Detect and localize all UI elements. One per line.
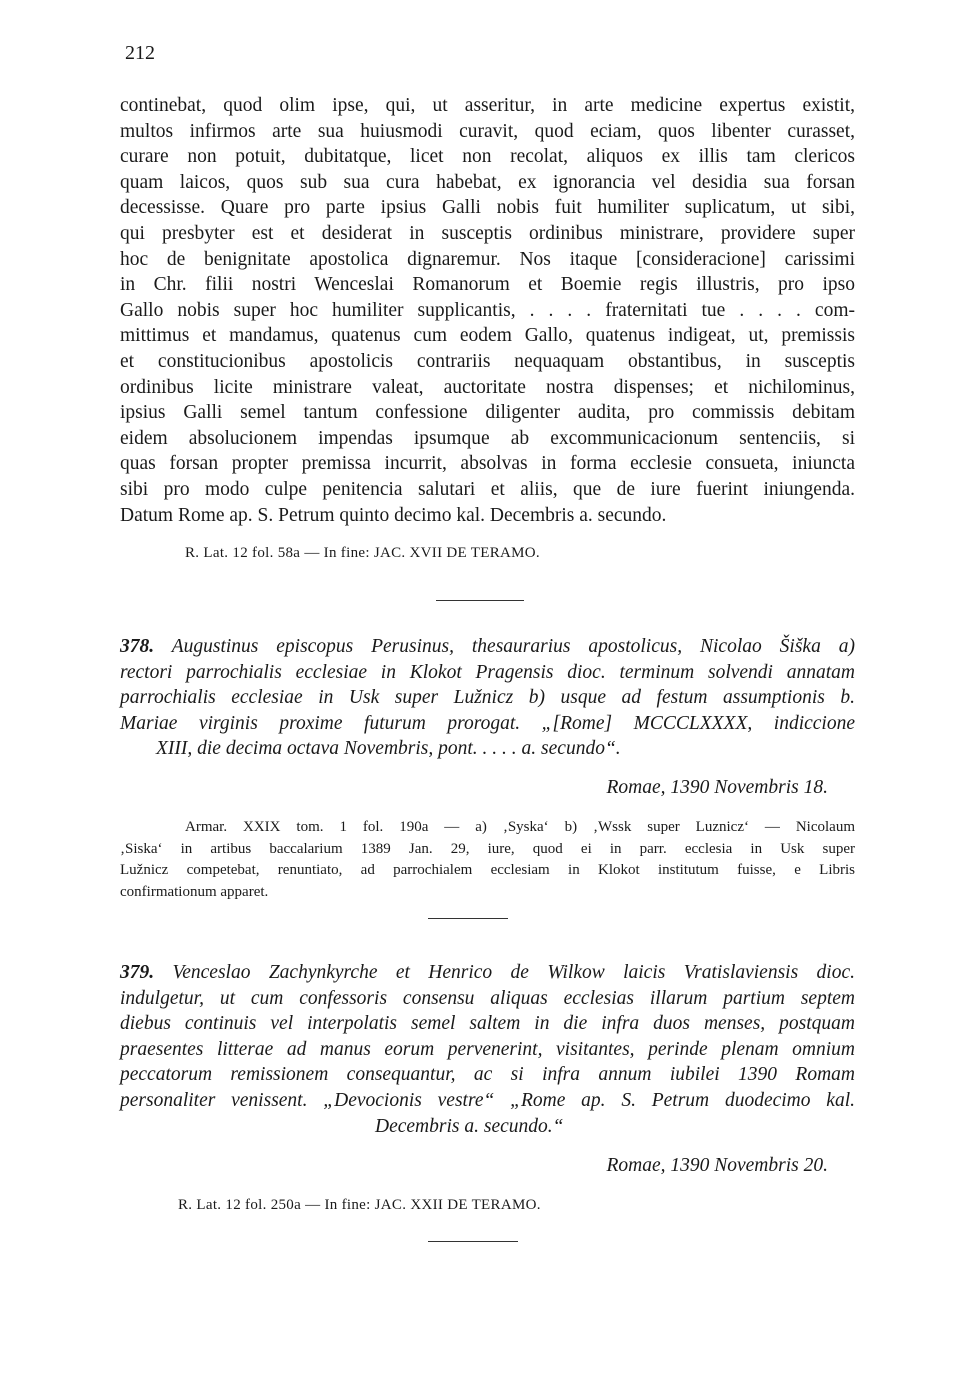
entry-number: 379. bbox=[120, 962, 155, 983]
entry-378-notes bbox=[120, 817, 855, 903]
note-line: Lužnicz competebat, renuntiato, ad parrochialem ecclesiam in Klokot institutum fuisse, e Libris bbox=[120, 862, 855, 878]
text-line: Mariae virginis proxime futurum prorogat. „[Rome] MCCCLXXXX, indiccione bbox=[120, 712, 855, 734]
text-line: quas forsan propter premissa incurrit, absolvas in forma ecclesie consueta, iniuncta bbox=[120, 453, 855, 475]
text-line: peccatorum remissionem consequantur, ac si infra annum iubilei 1390 Romam bbox=[120, 1064, 855, 1086]
separator-rule bbox=[428, 918, 508, 919]
text-line: qui presbyter est et desiderat in susceptis ordinibus ministrare, providere super bbox=[120, 222, 855, 244]
entry-379-date: Romae, 1390 Novembris 20. bbox=[606, 1155, 828, 1176]
text-line: parrochialis ecclesiae in Usk super Lužnicz b) usque ad festum assumptionis b. bbox=[120, 687, 855, 709]
text-line: quam laicos, quos sub sua cura habebat, ex ignorancia vel desidia sua forsan bbox=[120, 171, 855, 193]
text-line: eidem absolucionem impendas ipsumque ab excommunicacionum sentenciis, si bbox=[120, 427, 855, 449]
text-line: ordinibus licite ministrare valeat, auctoritate nostra dispenses; et nichilominus, bbox=[120, 376, 855, 398]
text-line: in Chr. filii nostri Wenceslai Romanorum et Boemie regis illustris, pro ipso bbox=[120, 274, 855, 296]
page-number: 212 bbox=[125, 42, 155, 64]
text-line: Gallo nobis super hoc humiliter supplicantis, . . . . fraternitati tue . . . . com- bbox=[120, 299, 855, 321]
text-line: et constitucionibus apostolicis contrariis nequaquam obstantibus, in susceptis bbox=[120, 350, 855, 372]
text-line: Datum Rome ap. S. Petrum quinto decimo kal. Decembris a. secundo. bbox=[120, 504, 667, 526]
text-line: curare non potuit, dubitatque, licet non recolat, aliquos ex illis tam clericos bbox=[120, 146, 855, 168]
text-line: decessisse. Quare pro parte ipsius Galli nobis fuit humiliter suplicatum, ut sibi, bbox=[120, 197, 855, 219]
text-line: hoc de benignitate apostolica dignaremur. Nos itaque [consideracione] carissimi bbox=[120, 248, 855, 270]
text-line: continebat, quod olim ipse, qui, ut asseritur, in arte medicine expertus existit, bbox=[120, 95, 855, 116]
text-line: Decembris a. secundo.“ bbox=[375, 1115, 564, 1137]
note-line: Armar. XXIX tom. 1 fol. 190a — a) ‚Syska‘ b) ‚Wssk super Luznicz‘ — Nicolaum bbox=[185, 819, 855, 835]
text-line: 378. Augustinus episcopus Perusinus, thesaurarius apostolicus, Nicolao Šiška a) bbox=[120, 636, 855, 657]
entry-379-source: R. Lat. 12 fol. 250a — In fine: JAC. XXII DE TERAMO. bbox=[178, 1197, 541, 1213]
text-line: praesentes litterae ad manus eorum pervenerint, visitantes, perinde plenam omnium bbox=[120, 1038, 855, 1060]
text-line: XIII, die decima octava Novembris, pont. . . . . a. secundo“. bbox=[156, 738, 621, 760]
entry-number: 378. bbox=[120, 636, 155, 657]
text-line: diebus continuis vel interpolatis semel saltem in die infra duos menses, postquam bbox=[120, 1013, 855, 1035]
note-line: confirmationum apparet. bbox=[120, 883, 269, 900]
text-line: ipsius Galli semel tantum confessione diligenter audita, pro commissis debitam bbox=[120, 402, 855, 424]
text-line: rectori parrochialis ecclesiae in Klokot Pragensis dioc. terminum solvendi annatam bbox=[120, 661, 855, 683]
separator-rule bbox=[436, 600, 524, 601]
text-line: multos infirmos arte sua huiusmodi curavit, quod eciam, quos libenter curasset, bbox=[120, 120, 855, 142]
entry-377-text bbox=[120, 93, 855, 528]
entry-379 bbox=[120, 960, 855, 1139]
text-line: personaliter venissent. „Devocionis vestre“ „Rome ap. S. Petrum duodecimo kal. bbox=[120, 1089, 855, 1111]
entry-377-source: R. Lat. 12 fol. 58a — In fine: JAC. XVII DE TERAMO. bbox=[185, 545, 540, 561]
text-line: indulgetur, ut cum confessoris consensu aliquas ecclesias illarum partium septem bbox=[120, 987, 855, 1009]
separator-rule bbox=[428, 1241, 518, 1242]
note-line: ‚Siska‘ in artibus baccalarium 1389 Jan. 29, iure, quod ei in parr. ecclesia in Usk super bbox=[120, 840, 855, 857]
text-line: 379. Venceslao Zachynkyrche et Henrico de Wilkow laicis Vratislaviensis dioc. bbox=[120, 962, 855, 983]
text-line: sibi pro modo culpe penitencia salutari et aliis, que de iure fuerint iniungenda. bbox=[120, 478, 855, 500]
entry-378 bbox=[120, 634, 855, 762]
text-line: mittimus et mandamus, quatenus cum eodem Gallo, quatenus indigeat, ut, premissis bbox=[120, 325, 855, 347]
entry-378-date: Romae, 1390 Novembris 18. bbox=[606, 777, 828, 798]
